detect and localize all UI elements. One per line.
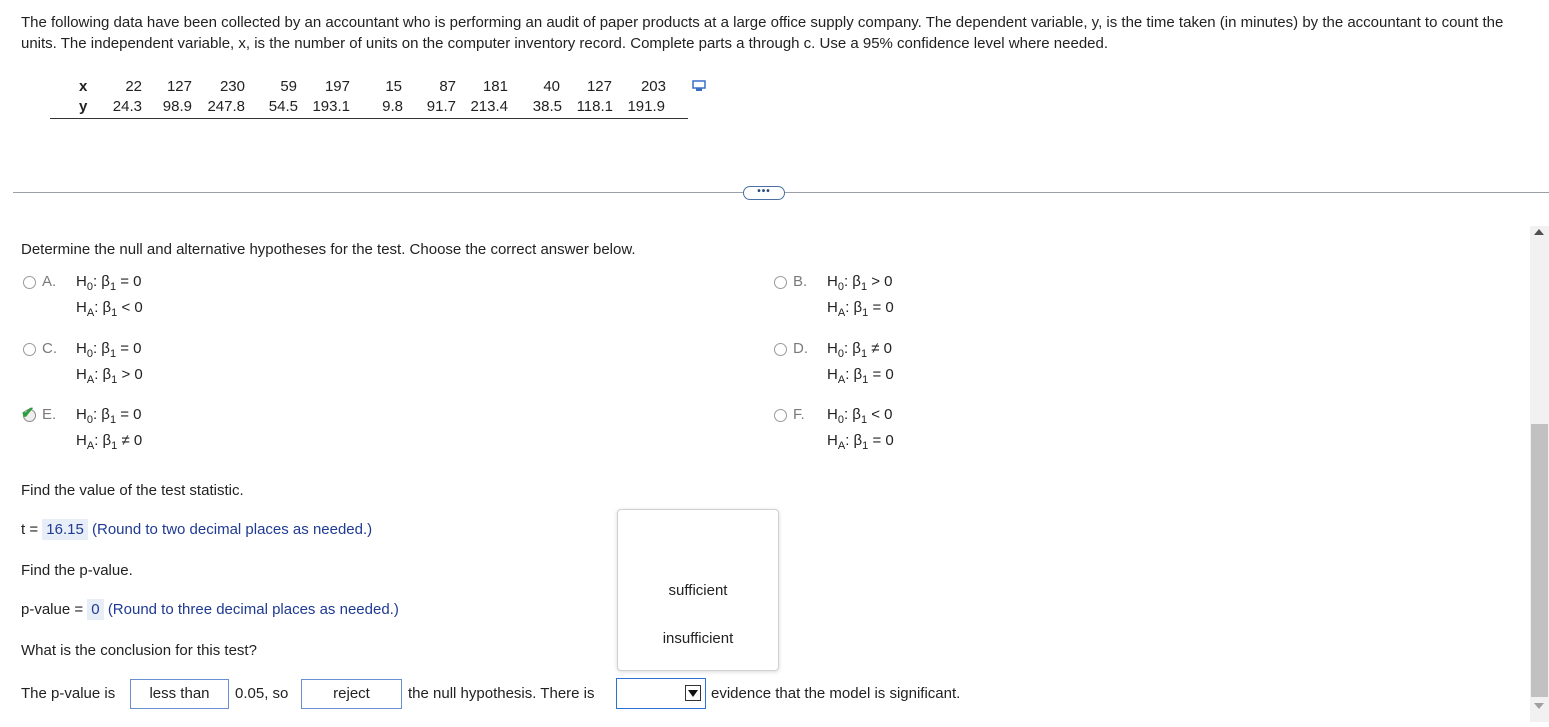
dropdown-menu xyxy=(617,509,779,671)
table-cell: 203 xyxy=(640,78,666,95)
p-value-hint: (Round to three decimal places as needed.) xyxy=(107,601,399,618)
table-cell: 181 xyxy=(482,78,508,95)
alt-relation: < 0 xyxy=(121,299,143,316)
table-cell: 213.4 xyxy=(470,98,508,115)
option-e[interactable] xyxy=(23,406,323,456)
table-cell: 118.1 xyxy=(576,98,613,115)
option-b[interactable] xyxy=(774,273,1074,323)
radio-button[interactable] xyxy=(23,276,36,289)
hypotheses-question: Determine the null and alternative hypotheses for the test. Choose the correct answer below. xyxy=(21,241,636,258)
radio-button[interactable] xyxy=(774,343,787,356)
conclusion-question: What is the conclusion for this test? xyxy=(21,642,257,659)
option-letter: B. xyxy=(793,273,808,290)
null-relation: < 0 xyxy=(871,406,893,423)
option-letter: E. xyxy=(42,406,57,423)
table-cell: 91.7 xyxy=(426,98,456,115)
dropdown-option-sufficient[interactable]: sufficient xyxy=(668,582,728,599)
alternative-hypothesis: $H_A$: $\beta_1 > 0$ xyxy=(76,366,143,386)
p-value-answer[interactable]: 0 xyxy=(87,599,103,620)
null-hypothesis: $H_0$: $\beta_1 = 0$ xyxy=(76,406,142,426)
null-hypothesis: $H_0$: $\beta_1 < 0$ xyxy=(827,406,893,426)
data-table xyxy=(50,76,688,119)
scroll-up-arrow-icon[interactable] xyxy=(1534,229,1544,235)
test-stat-answer[interactable]: 16.15 xyxy=(42,519,88,540)
option-a[interactable] xyxy=(23,273,323,323)
table-row-x xyxy=(50,78,688,98)
table-cell: 127 xyxy=(166,78,192,95)
null-hypothesis: $H_0$: $\beta_1 \ne 0$ xyxy=(827,340,892,360)
table-cell: 59 xyxy=(280,78,297,95)
alt-relation: > 0 xyxy=(121,366,143,383)
option-letter: C. xyxy=(42,340,57,357)
y-header: y xyxy=(79,98,88,115)
scrollbar-thumb[interactable] xyxy=(1531,424,1548,697)
table-cell: 15 xyxy=(385,78,402,95)
null-hypothesis: $H_0$: $\beta_1 = 0$ xyxy=(76,340,142,360)
test-stat-prefix: t = xyxy=(21,521,39,538)
scroll-down-arrow-icon[interactable] xyxy=(1534,703,1544,709)
test-stat-line xyxy=(21,519,372,540)
table-cell: 191.9 xyxy=(627,98,665,115)
table-cell: 9.8 xyxy=(382,98,403,115)
decision-answer-box[interactable]: reject xyxy=(301,679,402,709)
table-cell: 54.5 xyxy=(268,98,298,115)
comparison-answer-box[interactable]: less than xyxy=(130,679,229,709)
null-hypothesis: $H_0$: $\beta_1 > 0$ xyxy=(827,273,893,293)
evidence-dropdown[interactable] xyxy=(616,678,706,709)
radio-button[interactable] xyxy=(23,343,36,356)
table-row-y xyxy=(50,98,688,118)
copy-data-icon[interactable] xyxy=(692,80,706,92)
table-cell: 193.1 xyxy=(312,98,350,115)
alt-relation: = 0 xyxy=(872,299,894,316)
null-relation: = 0 xyxy=(120,406,142,423)
option-f[interactable] xyxy=(774,406,1074,456)
null-relation: = 0 xyxy=(120,273,142,290)
table-cell: 230 xyxy=(219,78,245,95)
table-cell: 40 xyxy=(543,78,560,95)
table-cell: 247.8 xyxy=(207,98,245,115)
table-cell: 22 xyxy=(125,78,142,95)
problem-intro: The following data have been collected by an accountant who is performing an audit of paper products at a large office supply company. The dependent variable, y, is the time taken (in minutes) by the accountant to count the units. The independent variable, x, is the number of units on the computer inventory record. Complete parts a through c. Use a 95% confidence level where needed. xyxy=(21,14,1504,52)
alternative-hypothesis: $H_A$: $\beta_1 \ne 0$ xyxy=(76,432,143,452)
table-cell: 38.5 xyxy=(532,98,562,115)
alt-relation: = 0 xyxy=(872,432,894,449)
table-cell: 197 xyxy=(324,78,350,95)
null-relation: ≠ 0 xyxy=(871,340,892,357)
alternative-hypothesis: $H_A$: $\beta_1 = 0$ xyxy=(827,432,894,452)
alt-relation: = 0 xyxy=(872,366,894,383)
p-value-line xyxy=(21,599,399,620)
dropdown-arrow-icon[interactable] xyxy=(685,685,701,701)
conclusion-text-4: evidence that the model is significant. xyxy=(711,685,961,702)
option-letter: D. xyxy=(793,340,808,357)
null-relation: > 0 xyxy=(871,273,893,290)
table-cell: 24.3 xyxy=(112,98,142,115)
test-stat-question: Find the value of the test statistic. xyxy=(21,482,244,499)
alternative-hypothesis: $H_A$: $\beta_1 < 0$ xyxy=(76,299,143,319)
option-c[interactable] xyxy=(23,340,323,390)
p-value-question: Find the p-value. xyxy=(21,562,133,579)
table-cell: 127 xyxy=(586,78,612,95)
p-value-prefix: p-value = xyxy=(21,601,84,618)
option-letter: F. xyxy=(793,406,805,423)
table-cell: 98.9 xyxy=(162,98,192,115)
radio-button[interactable] xyxy=(774,409,787,422)
radio-button[interactable] xyxy=(774,276,787,289)
conclusion-text-2: 0.05, so xyxy=(235,685,289,702)
correct-check-icon: ✔ xyxy=(21,405,35,422)
expand-more-button[interactable]: ••• xyxy=(743,186,785,200)
test-stat-hint: (Round to two decimal places as needed.) xyxy=(92,521,373,538)
x-header: x xyxy=(79,78,88,95)
alternative-hypothesis: $H_A$: $\beta_1 = 0$ xyxy=(827,299,894,319)
conclusion-text-3: the null hypothesis. There is xyxy=(408,685,595,702)
alternative-hypothesis: $H_A$: $\beta_1 = 0$ xyxy=(827,366,894,386)
dropdown-option-insufficient[interactable]: insufficient xyxy=(662,630,734,647)
option-d[interactable] xyxy=(774,340,1074,390)
alt-relation: ≠ 0 xyxy=(121,432,143,449)
table-cell: 87 xyxy=(439,78,456,95)
option-letter: A. xyxy=(42,273,57,290)
conclusion-text-1: The p-value is xyxy=(21,685,116,702)
null-relation: = 0 xyxy=(120,340,142,357)
null-hypothesis: $H_0$: $\beta_1 = 0$ xyxy=(76,273,142,293)
